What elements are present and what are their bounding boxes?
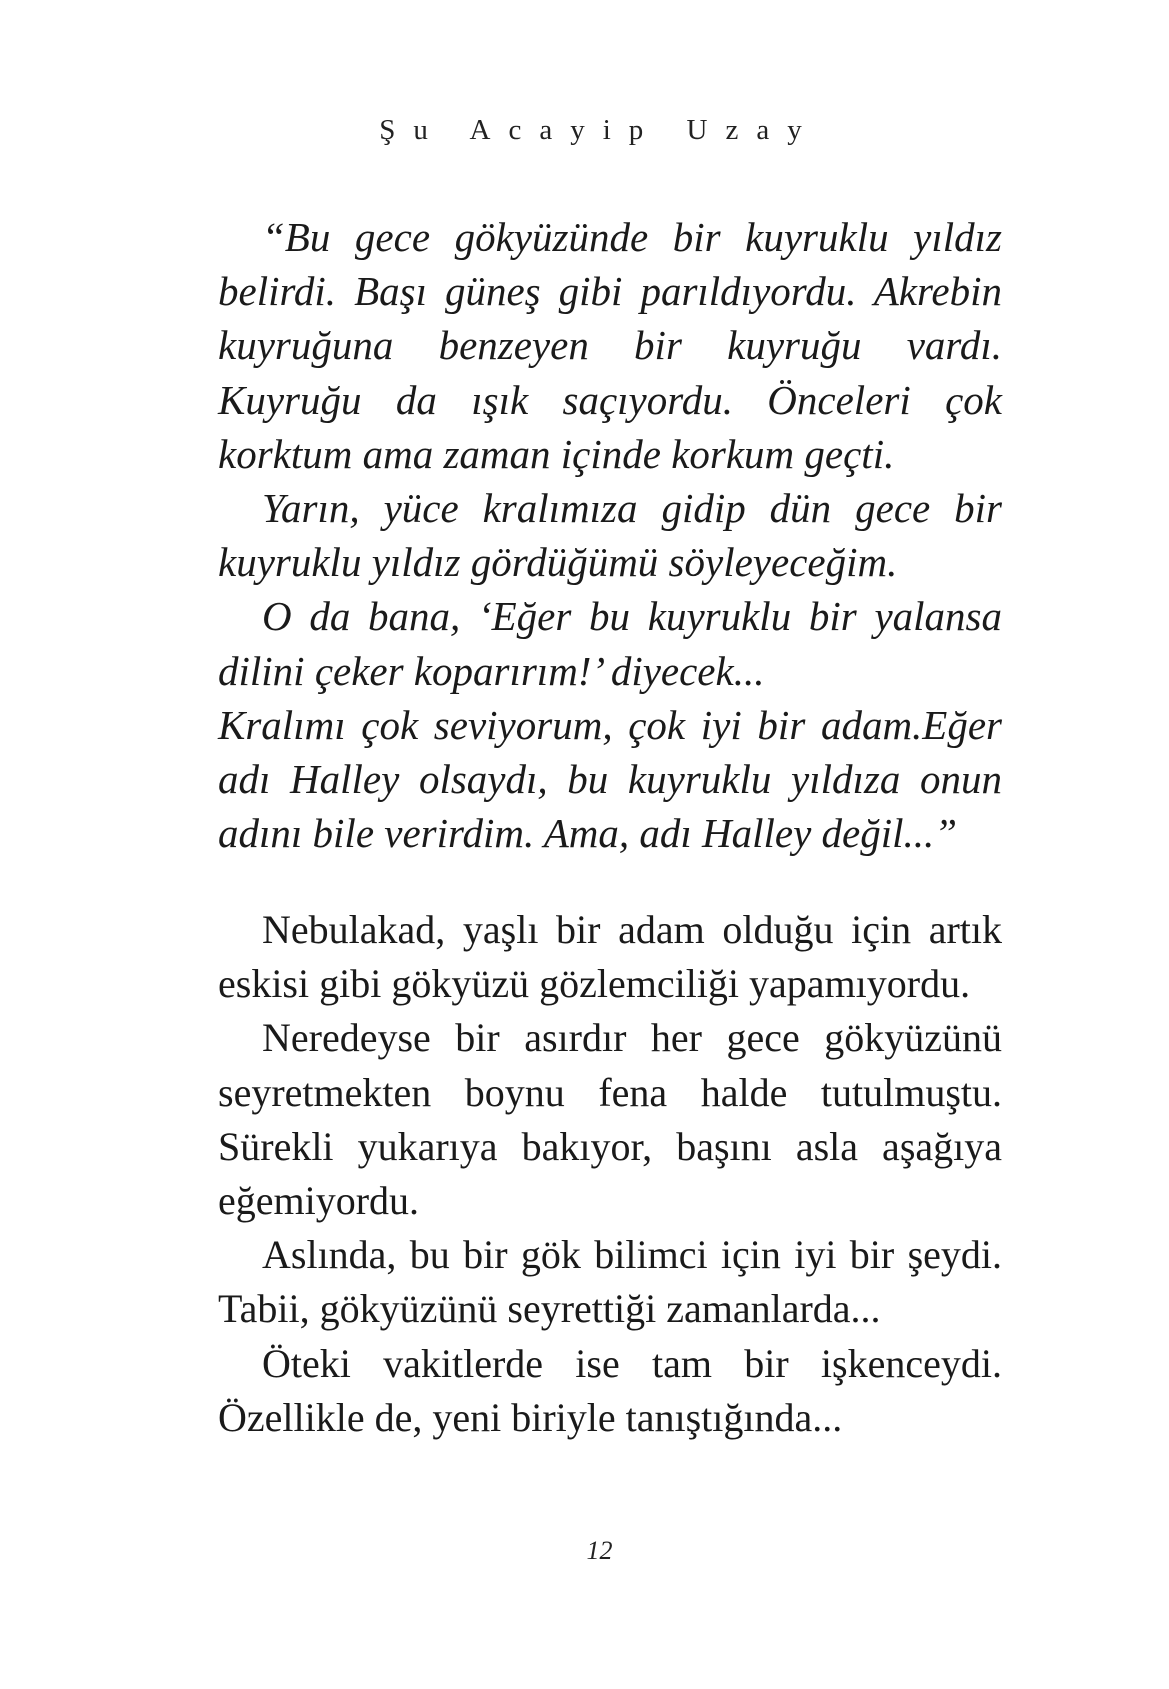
narrative-paragraph-1: Nebulakad, yaşlı bir adam olduğu için artık eskisi gibi gökyüzü gözlemciliği yapamıyordu. [218, 907, 1002, 1007]
narrative-paragraph-3: Aslında, bu bir gök bilimci için iyi bir şeydi. Tabii, gökyüzünü seyrettiği zamanlarda... [218, 1232, 1002, 1332]
quote-paragraph-3: O da bana, ‘Eğer bu kuyruklu bir yalansa dilini çeker koparırım!’ diyecek... [218, 593, 1002, 694]
quote-paragraph-4: Kralımı çok seviyorum, çok iyi bir adam.Eğer adı Halley olsaydı, bu kuyruklu yıldıza onun adını bile verirdim. Ama, adı Halley değil...” [218, 701, 1002, 857]
narrative-passage [218, 903, 1002, 1445]
narrative-paragraph-4: Öteki vakitlerde ise tam bir işkenceydi. Özellikle de, yeni biriyle tanıştığında... [218, 1340, 1002, 1440]
quoted-passage [218, 210, 1002, 860]
page-number: 12 [586, 1536, 613, 1565]
narrative-paragraph-2: Neredeyse bir asırdır her gece gökyüzünü seyretmekten boynu fena halde tutulmuştu. Sürekli yukarıya bakıyor, başını asla aşağıya eğemiyordu. [218, 1015, 1002, 1224]
running-head-title: Şu Acayip Uzay [379, 114, 820, 146]
quote-paragraph-1: “Bu gece gökyüzünde bir kuyruklu yıldız belirdi. Başı güneş gibi parıldıyordu. Akrebin kuyruğuna benzeyen bir kuyruğu vardı. Kuyruğu da ışık saçıyordu. Önceleri çok korktum ama zaman içinde korkum geçti. [218, 214, 1002, 477]
quote-paragraph-2: Yarın, yüce kralımıza gidip dün gece bir kuyruklu yıldız gördüğümü söyleyeceğim. [218, 485, 1002, 586]
